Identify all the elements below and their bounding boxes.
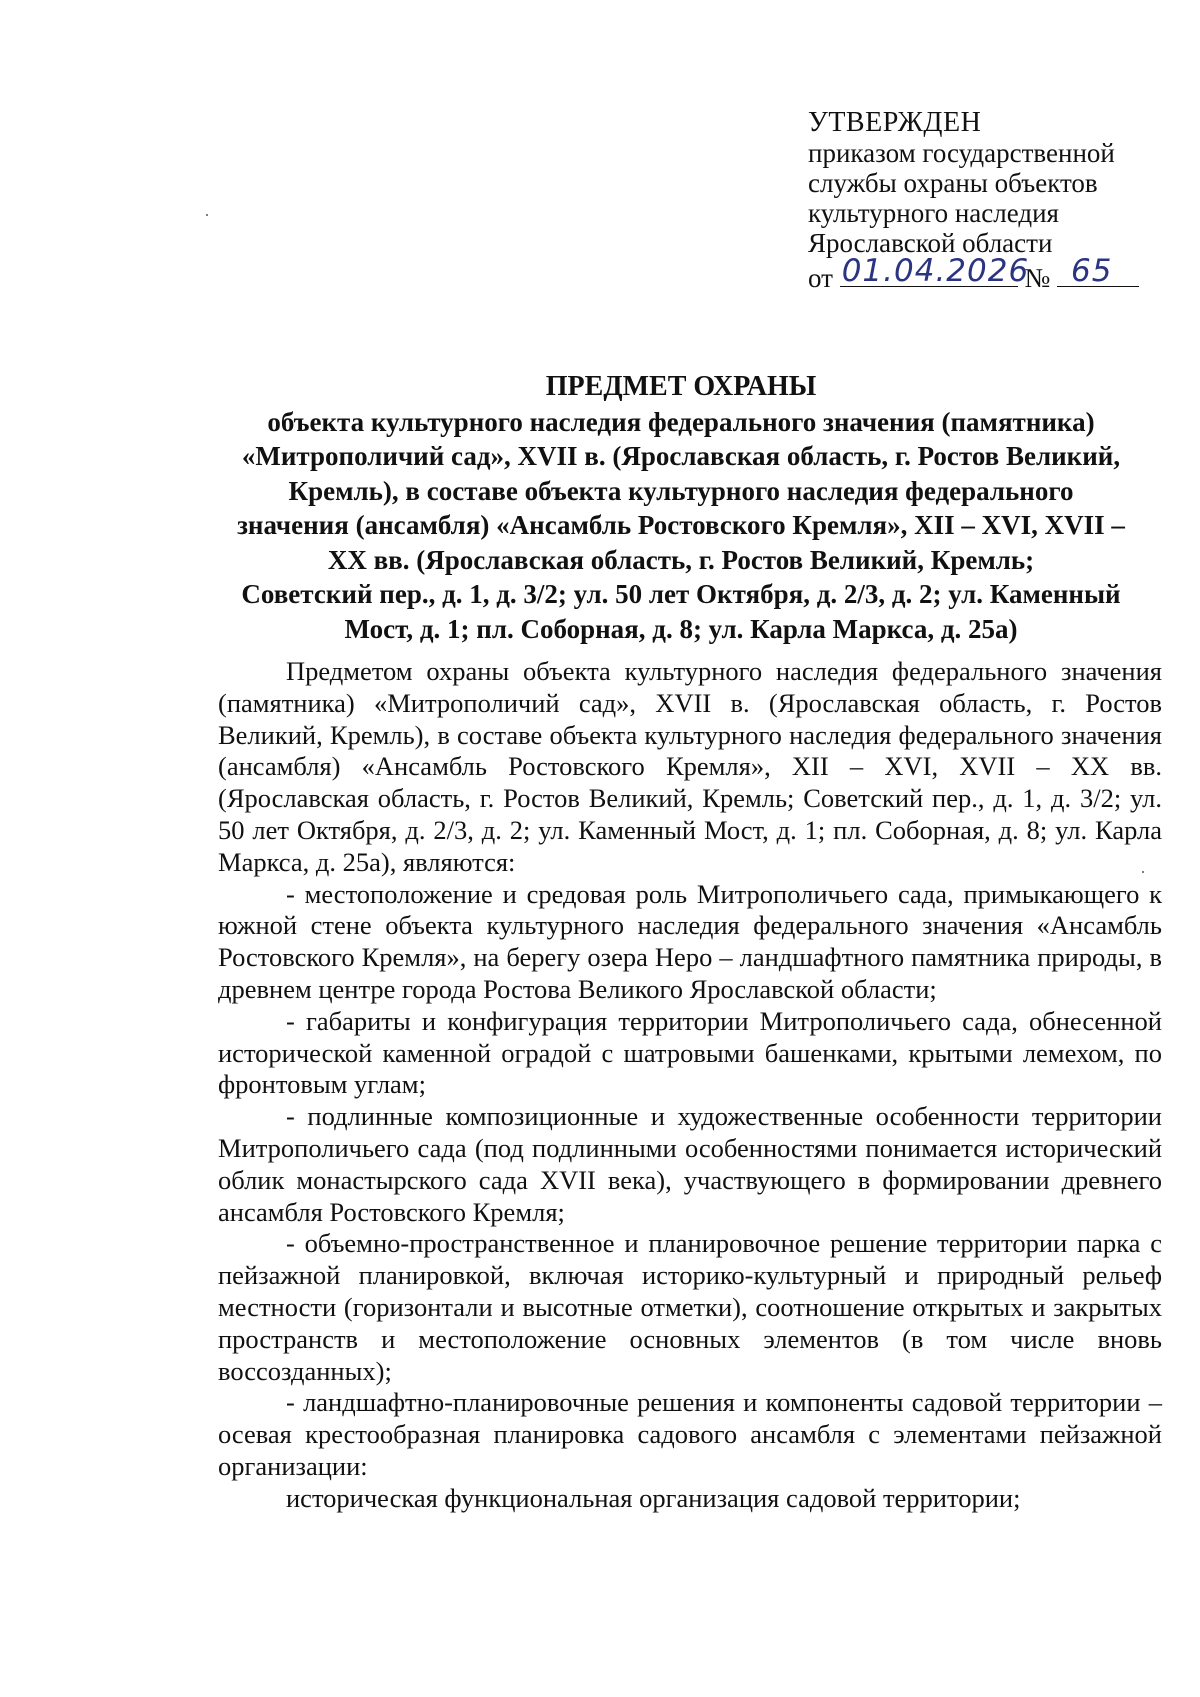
title-subline: Кремль), в составе объекта культурного наследия федерального xyxy=(288,475,1074,506)
list-subitem: историческая функциональная организация садовой территории; xyxy=(286,1482,1021,1513)
list-item: - подлинные композиционные и художественные особенности территории Митрополичьего сада (под подлинными особенностями понимается исторический облик монастырского сада XVII века), участвующего в формировании древнего ансамбля Ростовского Кремля; xyxy=(218,1101,1162,1227)
approval-heading: УТВЕРЖДЕН xyxy=(808,107,982,138)
approval-block xyxy=(808,108,1178,292)
order-number-field xyxy=(1057,253,1139,289)
approval-line: Ярославской области xyxy=(808,228,1053,258)
approval-line: культурного наследия xyxy=(808,198,1059,228)
order-date-number-line xyxy=(808,253,1178,293)
list-item: - ландшафтно-планировочные решения и компоненты садовой территории – осевая крестообразная планировка садового ансамбля с элементами пейзажной организации: xyxy=(218,1387,1162,1481)
list-item: - габариты и конфигурация территории Митрополичьего сада, обнесенной исторической каменной оградой с шатровыми башенками, крытыми лемехом, по фронтовым углам; xyxy=(218,1005,1162,1100)
approval-line: приказом государственной xyxy=(808,138,1115,168)
title-subline: «Митрополичий сад», XVII в. (Ярославская область, г. Ростов Великий, xyxy=(241,441,1121,471)
approval-line: службы охраны объектов xyxy=(808,168,1098,198)
scan-speck xyxy=(206,214,208,216)
handwritten-number: 65 xyxy=(1070,253,1113,289)
document-title: ПРЕДМЕТ ОХРАНЫ xyxy=(545,371,817,402)
list-item: - объемно-пространственное и планировочное решение территории парка с пейзажной планировкой, включая историко-культурный и природный рельеф местности (горизонтали и высотные отметки), соотношение открытых и закрытых пространств и местоположение основных элементов (в том числе вновь воссозданных); xyxy=(218,1228,1162,1386)
title-subline: объекта культурного наследия федерального значения (памятника) xyxy=(267,406,1095,437)
title-subline: XX вв. (Ярославская область, г. Ростов Великий, Кремль; xyxy=(327,544,1035,575)
title-subline: Советский пер., д. 1, д. 3/2; ул. 50 лет Октября, д. 2/3, д. 2; ул. Каменный xyxy=(241,579,1121,609)
number-prefix: № xyxy=(1024,263,1051,293)
date-prefix: от xyxy=(808,263,833,293)
title-subline: значения (ансамбля) «Ансамбль Ростовского Кремля», XII – XVI, XVII – xyxy=(237,510,1125,540)
scan-speck xyxy=(1142,871,1144,873)
document-title-block xyxy=(200,370,1162,646)
order-date-field xyxy=(840,253,1030,289)
list-item: - местоположение и средовая роль Митрополичьего сада, примыкающего к южной стене объекта культурного наследия федерального значения «Ансамбль Ростовского Кремля», на берегу озера Неро – ландшафтного памятника природы, в древнем центре города Ростова Великого Ярославской области; xyxy=(218,878,1162,1004)
intro-paragraph: Предметом охраны объекта культурного наследия федерального значения (памятника) «Митрополичий сад», XVII в. (Ярославская область, г. Ростов Великий, Кремль), в составе объекта культурного наследия федерального значения (ансамбля) «Ансамбль Ростовского Кремля», XII – XVI, XVII – XX вв. (Ярославская область, г. Ростов Великий, Кремль; Советский пер., д. 1, д. 3/2; ул. 50 лет Октября, д. 2/3, д. 2; ул. Каменный Мост, д. 1; пл. Соборная, д. 8; ул. Карла Маркса, д. 25а), являются: xyxy=(218,656,1162,877)
document-body xyxy=(218,656,1162,1515)
title-subline: Мост, д. 1; пл. Соборная, д. 8; ул. Карла Маркса, д. 25а) xyxy=(344,613,1018,644)
handwritten-date: 01.04.2026 xyxy=(841,253,1030,289)
